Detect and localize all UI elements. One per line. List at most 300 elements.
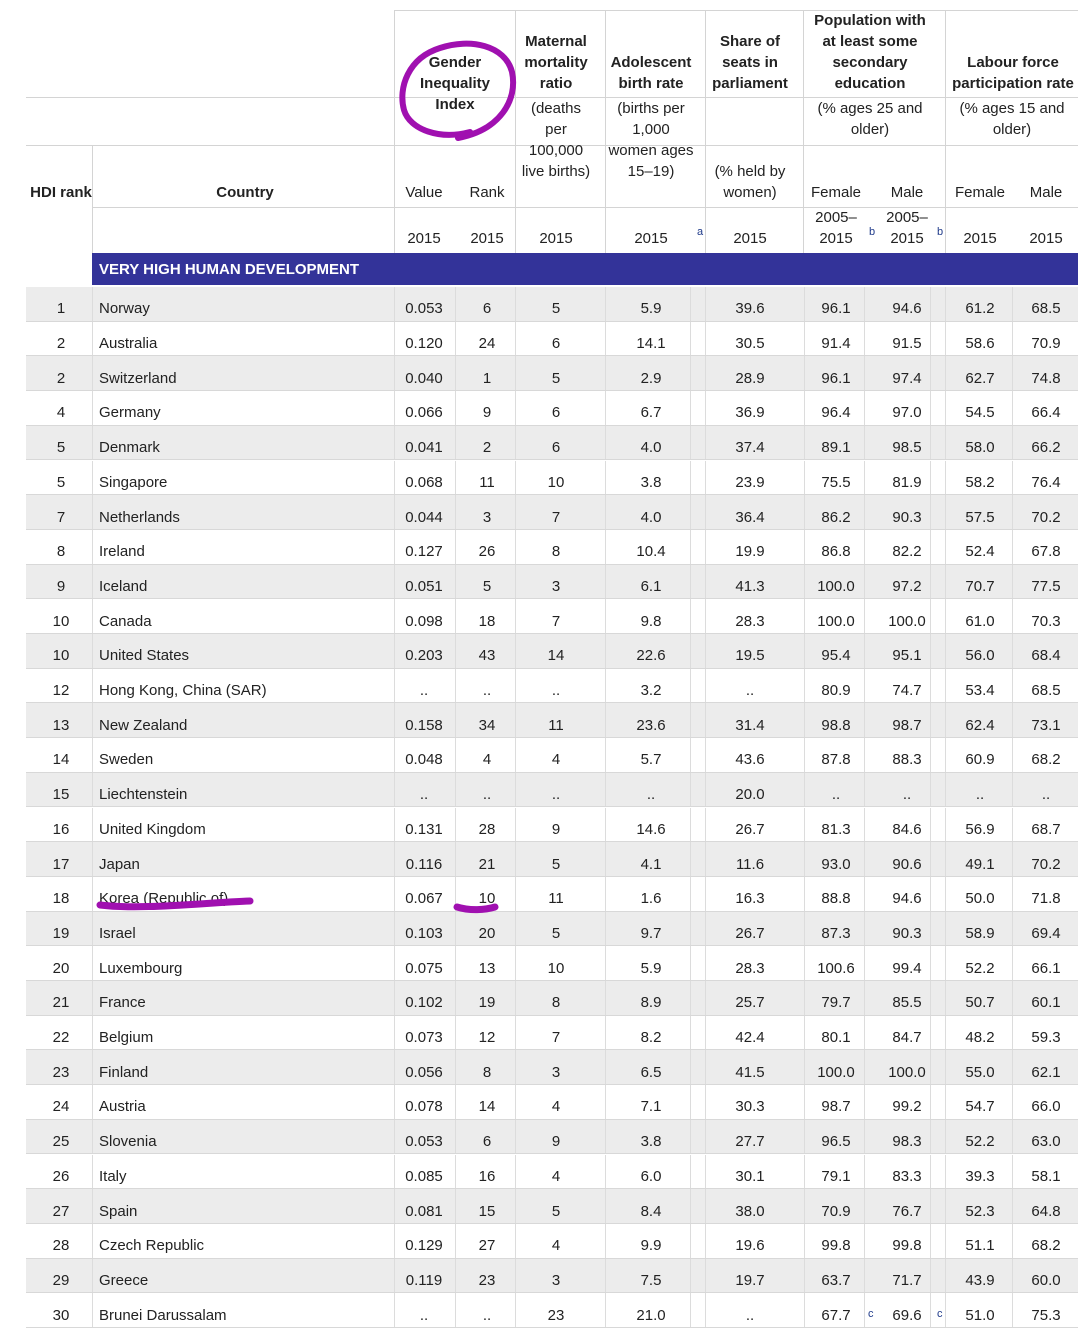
column-divider: [515, 426, 516, 461]
cell-lfp-m: 68.4: [1031, 647, 1061, 665]
column-divider: [705, 1293, 706, 1328]
column-divider: [455, 1189, 456, 1224]
footnote-a: a: [697, 226, 704, 238]
cell-edu-m: 84.6: [892, 820, 922, 838]
column-divider: [945, 669, 946, 704]
cell-lfp-m: 60.1: [1031, 994, 1061, 1012]
column-divider: [945, 1120, 946, 1155]
header-period: 2005–2015: [886, 209, 928, 247]
cell-rank: 7: [56, 508, 66, 526]
cell-country: Belgium: [99, 1029, 154, 1047]
column-divider: [945, 634, 946, 669]
cell-seats: 41.3: [735, 577, 765, 595]
cell-rank: 22: [52, 1029, 70, 1047]
cell-gii: 0.053: [405, 1133, 443, 1151]
column-divider: [515, 703, 516, 738]
column-divider: [605, 842, 606, 877]
cell-gii-rank: 1: [482, 369, 492, 387]
cell-country: Italy: [99, 1167, 127, 1185]
column-divider: [705, 1050, 706, 1085]
column-divider: [705, 495, 706, 530]
cell-lfp-m: 59.3: [1031, 1029, 1061, 1047]
cell-abr: 4.1: [640, 855, 662, 873]
cell-abr: 9.7: [640, 924, 662, 942]
cell-abr: 14.1: [636, 335, 666, 353]
header-edu-unit: (% ages 25 and older): [817, 100, 923, 138]
column-divider: [1012, 773, 1013, 808]
cell-gii-rank: 11: [479, 473, 495, 491]
table-row: [26, 773, 1078, 808]
column-divider: [945, 287, 946, 322]
column-divider: [945, 1259, 946, 1294]
column-divider: [605, 1224, 606, 1259]
cell-country: Luxembourg: [99, 959, 183, 977]
table-row: [26, 1120, 1078, 1155]
column-divider: [804, 1085, 805, 1120]
column-divider: [455, 738, 456, 773]
column-divider: [945, 599, 946, 634]
cell-lfp-m: 76.4: [1031, 473, 1061, 491]
column-divider: [515, 842, 516, 877]
cell-lfp-f: 49.1: [965, 855, 995, 873]
cell-country: Finland: [99, 1063, 149, 1081]
column-divider: [1012, 634, 1013, 669]
cell-lfp-f: 62.4: [965, 716, 995, 734]
column-divider: [455, 1224, 456, 1259]
cell-country: France: [99, 994, 146, 1012]
table-row: [26, 1016, 1078, 1051]
cell-gii-rank: 26: [478, 543, 496, 561]
cell-abr: 14.6: [636, 820, 666, 838]
cell-mmr: 8: [551, 543, 561, 561]
column-divider: [455, 426, 456, 461]
cell-gii-rank: 43: [478, 647, 496, 665]
cell-rank: 16: [52, 820, 70, 838]
header-grid-line: [394, 10, 395, 253]
cell-mmr: 6: [551, 404, 561, 422]
column-divider: [605, 599, 606, 634]
cell-gii: 0.053: [405, 300, 443, 318]
column-divider: [605, 738, 606, 773]
cell-lfp-m: 71.8: [1031, 890, 1061, 908]
cell-seats: 41.5: [735, 1063, 765, 1081]
cell-gii: 0.041: [405, 439, 443, 457]
table-row: [26, 1085, 1078, 1120]
header-mmr-unit: (deaths per 100,000 live births): [521, 100, 591, 180]
cell-edu-f: 99.8: [821, 1237, 851, 1255]
cell-abr: 9.8: [640, 612, 662, 630]
cell-gii-rank: 3: [482, 508, 492, 526]
cell-gii-rank: 6: [482, 1133, 492, 1151]
cell-abr: 7.1: [640, 1098, 662, 1116]
column-divider: [515, 738, 516, 773]
cell-rank: 28: [52, 1237, 70, 1255]
column-divider: [705, 530, 706, 565]
cell-abr: 5.7: [640, 751, 662, 769]
column-divider: [945, 565, 946, 600]
column-divider: [804, 322, 805, 357]
cell-lfp-f: 43.9: [965, 1271, 995, 1289]
column-divider: [804, 1224, 805, 1259]
column-divider: [455, 946, 456, 981]
column-divider: [455, 981, 456, 1016]
column-divider: [605, 1050, 606, 1085]
cell-gii: 0.119: [405, 1271, 443, 1289]
cell-mmr: 7: [551, 1029, 561, 1047]
cell-lfp-f: 52.2: [965, 959, 995, 977]
cell-edu-f: 67.7: [821, 1306, 851, 1324]
column-divider: [1012, 426, 1013, 461]
column-divider: [945, 530, 946, 565]
column-divider: [1012, 808, 1013, 843]
column-divider: [945, 1016, 946, 1051]
cell-mmr: 5: [551, 369, 561, 387]
table-row: [26, 356, 1078, 391]
cell-rank: 2: [56, 335, 66, 353]
cell-abr: 6.7: [640, 404, 662, 422]
cell-abr: 7.5: [640, 1271, 662, 1289]
column-divider: [455, 495, 456, 530]
cell-edu-f: 80.9: [821, 682, 851, 700]
column-divider: [1012, 495, 1013, 530]
header-year: 2015: [963, 230, 997, 247]
cell-seats: 38.0: [735, 1202, 765, 1220]
column-divider: [455, 1259, 456, 1294]
cell-seats: 26.7: [735, 820, 765, 838]
cell-gii: 0.051: [405, 577, 443, 595]
cell-gii: ..: [419, 1306, 429, 1324]
table-row: [26, 981, 1078, 1016]
cell-lfp-f: 52.2: [965, 1133, 995, 1151]
header-abr-unit: (births per 1,000 women ages 15–19): [608, 100, 694, 180]
cell-country: Korea (Republic of): [99, 890, 229, 908]
column-divider: [705, 877, 706, 912]
cell-edu-f: 87.3: [821, 924, 851, 942]
table-row: [26, 1155, 1078, 1190]
cell-edu-f: 79.1: [821, 1167, 851, 1185]
cell-country: Iceland: [99, 577, 148, 595]
cell-country: Austria: [99, 1098, 146, 1116]
cell-mmr: 11: [548, 716, 564, 734]
column-divider: [804, 391, 805, 426]
cell-gii-rank: 34: [478, 716, 496, 734]
cell-rank: 10: [52, 647, 70, 665]
cell-mmr: ..: [551, 786, 561, 804]
cell-abr: 2.9: [640, 369, 662, 387]
cell-lfp-f: 62.7: [965, 369, 995, 387]
header-gii-value: Value: [405, 184, 443, 201]
cell-gii: 0.044: [405, 508, 443, 526]
column-divider: [804, 426, 805, 461]
cell-abr: 5.9: [640, 300, 662, 318]
cell-abr: 21.0: [636, 1306, 666, 1324]
cell-lfp-f: ..: [975, 786, 985, 804]
column-divider: [455, 842, 456, 877]
column-divider: [705, 1259, 706, 1294]
cell-edu-m: 69.6: [892, 1306, 922, 1324]
column-divider: [515, 912, 516, 947]
cell-seats: 30.1: [735, 1167, 765, 1185]
cell-rank: 5: [56, 473, 66, 491]
table-row: [26, 1224, 1078, 1259]
cell-seats: 30.5: [735, 335, 765, 353]
cell-seats: 27.7: [735, 1133, 765, 1151]
table-row: [26, 669, 1078, 704]
cell-edu-m: 98.7: [892, 716, 922, 734]
column-divider: [1012, 565, 1013, 600]
header-grid-line: [803, 10, 804, 253]
cell-gii-rank: 10: [478, 890, 496, 908]
column-divider: [1012, 322, 1013, 357]
column-divider: [804, 1293, 805, 1328]
column-divider: [455, 703, 456, 738]
cell-edu-m: 98.5: [892, 439, 922, 457]
cell-gii: 0.068: [405, 473, 443, 491]
column-divider: [455, 773, 456, 808]
cell-country: Slovenia: [99, 1133, 157, 1151]
cell-lfp-f: 50.0: [965, 890, 995, 908]
cell-edu-m: ..: [902, 786, 912, 804]
column-divider: [515, 946, 516, 981]
cell-edu-f: 96.1: [821, 300, 851, 318]
cell-country: Spain: [99, 1202, 138, 1220]
column-divider: [1012, 877, 1013, 912]
column-divider: [455, 669, 456, 704]
cell-lfp-m: 64.8: [1031, 1202, 1061, 1220]
cell-gii-rank: 14: [478, 1098, 496, 1116]
cell-abr: 6.0: [640, 1167, 662, 1185]
cell-edu-m: 98.3: [892, 1133, 922, 1151]
cell-gii: ..: [419, 682, 429, 700]
column-divider: [705, 599, 706, 634]
cell-gii-rank: 13: [478, 959, 496, 977]
cell-rank: 20: [52, 959, 70, 977]
column-divider: [455, 356, 456, 391]
cell-rank: 27: [52, 1202, 70, 1220]
cell-seats: 16.3: [735, 890, 765, 908]
cell-country: Singapore: [99, 473, 168, 491]
cell-mmr: 5: [551, 1202, 561, 1220]
column-divider: [605, 287, 606, 322]
column-divider: [455, 1120, 456, 1155]
cell-lfp-m: 66.1: [1031, 959, 1061, 977]
cell-gii: 0.129: [405, 1237, 443, 1255]
cell-gii: 0.127: [405, 543, 443, 561]
column-divider: [515, 391, 516, 426]
column-divider: [605, 426, 606, 461]
cell-abr: 9.9: [640, 1237, 662, 1255]
cell-seats: 28.9: [735, 369, 765, 387]
cell-country: United States: [99, 647, 190, 665]
cell-edu-m: 90.6: [892, 855, 922, 873]
table-row: [26, 634, 1078, 669]
cell-rank: 9: [56, 577, 66, 595]
table-row: [26, 703, 1078, 738]
cell-lfp-m: 63.0: [1031, 1133, 1061, 1151]
column-divider: [455, 599, 456, 634]
column-divider: [605, 1120, 606, 1155]
cell-mmr: ..: [551, 682, 561, 700]
table-row: [26, 1259, 1078, 1294]
cell-gii-rank: ..: [482, 786, 492, 804]
column-divider: [804, 530, 805, 565]
table-row: [26, 1189, 1078, 1224]
column-divider: [804, 912, 805, 947]
header-period: 2005–2015: [815, 209, 857, 247]
footnote-b: b: [937, 226, 944, 238]
cell-gii: 0.067: [405, 890, 443, 908]
cell-country: United Kingdom: [99, 820, 206, 838]
cell-gii-rank: 5: [482, 577, 492, 595]
cell-edu-m: 88.3: [892, 751, 922, 769]
column-divider: [945, 391, 946, 426]
table-row: [26, 322, 1078, 357]
cell-gii-rank: 20: [478, 924, 496, 942]
column-divider: [705, 287, 706, 322]
cell-gii: 0.040: [405, 369, 443, 387]
cell-gii-rank: 16: [478, 1167, 496, 1185]
column-divider: [515, 322, 516, 357]
cell-gii: 0.073: [405, 1029, 443, 1047]
cell-seats: 37.4: [735, 439, 765, 457]
column-divider: [705, 703, 706, 738]
cell-abr: 4.0: [640, 508, 662, 526]
cell-abr: 8.9: [640, 994, 662, 1012]
cell-lfp-f: 56.9: [965, 820, 995, 838]
cell-gii: 0.085: [405, 1167, 443, 1185]
cell-edu-f: 100.0: [817, 612, 855, 630]
cell-gii-rank: 19: [478, 994, 496, 1012]
column-divider: [804, 634, 805, 669]
cell-edu-m: 95.1: [892, 647, 922, 665]
cell-abr: 6.5: [640, 1063, 662, 1081]
cell-edu-m: 90.3: [892, 924, 922, 942]
header-year: 2015: [733, 230, 767, 247]
cell-gii: 0.048: [405, 751, 443, 769]
cell-mmr: 5: [551, 855, 561, 873]
cell-mmr: 4: [551, 751, 561, 769]
cell-mmr: 4: [551, 1237, 561, 1255]
cell-rank: 18: [52, 890, 70, 908]
column-divider: [705, 912, 706, 947]
column-divider: [515, 495, 516, 530]
column-divider: [455, 322, 456, 357]
cell-gii-rank: 12: [478, 1029, 496, 1047]
header-year: 2015: [470, 230, 504, 247]
cell-lfp-m: 60.0: [1031, 1271, 1061, 1289]
column-divider: [804, 877, 805, 912]
cell-rank: 26: [52, 1167, 70, 1185]
cell-seats: 30.3: [735, 1098, 765, 1116]
header-lfp-unit: (% ages 15 and older): [959, 100, 1065, 138]
cell-edu-m: 76.7: [892, 1202, 922, 1220]
cell-lfp-m: 66.2: [1031, 439, 1061, 457]
cell-gii-rank: 28: [478, 820, 496, 838]
header-edu-female: Female: [810, 184, 862, 201]
column-divider: [1012, 391, 1013, 426]
column-divider: [705, 356, 706, 391]
cell-mmr: 3: [551, 577, 561, 595]
column-divider: [605, 634, 606, 669]
cell-rank: 24: [52, 1098, 70, 1116]
column-divider: [705, 634, 706, 669]
column-divider: [705, 1120, 706, 1155]
header-country: Country: [216, 184, 274, 201]
section-title: VERY HIGH HUMAN DEVELOPMENT: [92, 253, 1078, 285]
column-divider: [945, 703, 946, 738]
column-divider: [804, 1016, 805, 1051]
column-divider: [1012, 842, 1013, 877]
cell-country: Greece: [99, 1271, 149, 1289]
column-divider: [515, 634, 516, 669]
cell-abr: 5.9: [640, 959, 662, 977]
table-row: [26, 565, 1078, 600]
table-row: [26, 426, 1078, 461]
column-divider: [605, 1016, 606, 1051]
column-divider: [804, 981, 805, 1016]
cell-mmr: 3: [551, 1271, 561, 1289]
table-row: [26, 287, 1078, 322]
cell-rank: 13: [52, 716, 70, 734]
cell-rank: 14: [52, 751, 70, 769]
column-divider: [804, 1259, 805, 1294]
cell-edu-f: 86.2: [821, 508, 851, 526]
column-divider: [515, 1155, 516, 1190]
cell-edu-f: 63.7: [821, 1271, 851, 1289]
cell-lfp-m: 75.3: [1031, 1306, 1061, 1324]
column-divider: [515, 1259, 516, 1294]
column-divider: [605, 1085, 606, 1120]
cell-gii-rank: 24: [478, 335, 496, 353]
cell-seats: ..: [745, 1306, 755, 1324]
cell-lfp-f: 51.0: [965, 1306, 995, 1324]
cell-edu-f: 86.8: [821, 543, 851, 561]
column-divider: [945, 356, 946, 391]
cell-edu-f: 87.8: [821, 751, 851, 769]
column-divider: [945, 495, 946, 530]
column-divider: [605, 322, 606, 357]
cell-seats: 39.6: [735, 300, 765, 318]
column-divider: [945, 1224, 946, 1259]
column-divider: [605, 1293, 606, 1328]
cell-lfp-f: 61.0: [965, 612, 995, 630]
cell-edu-f: 80.1: [821, 1029, 851, 1047]
cell-mmr: 5: [551, 924, 561, 942]
column-divider: [515, 1016, 516, 1051]
cell-gii: 0.075: [405, 959, 443, 977]
column-divider: [1012, 1259, 1013, 1294]
column-divider: [605, 565, 606, 600]
table-row: [26, 599, 1078, 634]
column-divider: [455, 530, 456, 565]
cell-gii-rank: 8: [482, 1063, 492, 1081]
column-divider: [515, 287, 516, 322]
cell-mmr: 10: [547, 959, 565, 977]
cell-edu-m: 97.4: [892, 369, 922, 387]
cell-mmr: 9: [551, 820, 561, 838]
cell-country: Sweden: [99, 751, 154, 769]
table-row: [26, 1293, 1078, 1328]
column-divider: [705, 461, 706, 496]
cell-mmr: 23: [547, 1306, 565, 1324]
column-divider: [1012, 599, 1013, 634]
cell-country: Liechtenstein: [99, 786, 188, 804]
table-row: [26, 391, 1078, 426]
cell-seats: 19.5: [735, 647, 765, 665]
cell-lfp-f: 70.7: [965, 577, 995, 595]
table-row: [26, 842, 1078, 877]
cell-edu-f: 100.6: [817, 959, 855, 977]
